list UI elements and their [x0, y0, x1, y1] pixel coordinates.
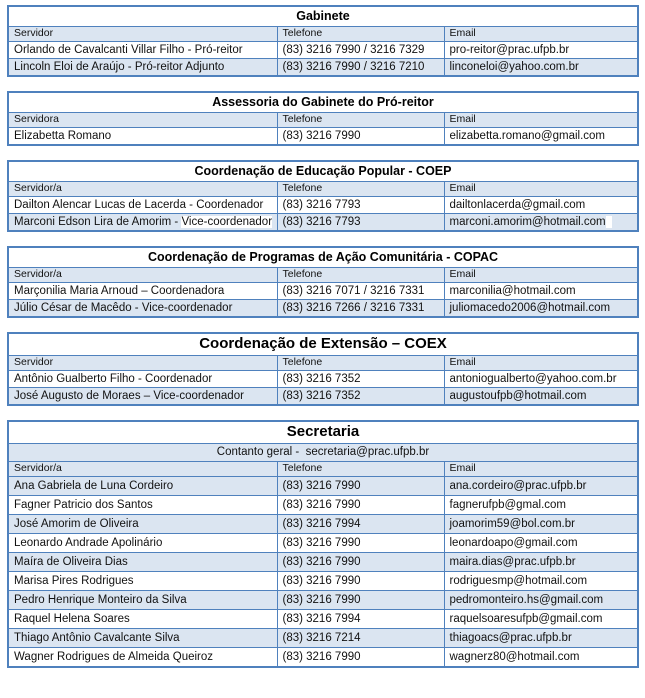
column-header-email: Email — [444, 462, 638, 477]
telefone-cell: (83) 3216 7994 — [277, 515, 444, 534]
table-title: Assessoria do Gabinete do Pró-reitor — [8, 92, 638, 113]
table-row — [8, 477, 638, 496]
email-cell: leonardoapo@gmail.com — [444, 534, 638, 553]
table-coex — [7, 332, 639, 406]
servidor-cell: Elizabetta Romano — [8, 128, 277, 146]
telefone-cell: (83) 3216 7352 — [277, 371, 444, 388]
column-header-telefone: Telefone — [277, 113, 444, 128]
table-title-row — [8, 6, 638, 27]
servidor-cell: Raquel Helena Soares — [8, 610, 277, 629]
email-cell: antoniogualberto@yahoo.com.br — [444, 371, 638, 388]
email-cell: linconeloi@yahoo.com.br — [444, 59, 638, 77]
email-cell: augustoufpb@hotmail.com — [444, 388, 638, 406]
table-subtitle-row — [8, 444, 638, 462]
table-row — [8, 610, 638, 629]
telefone-cell: (83) 3216 7990 — [277, 591, 444, 610]
table-title: Coordenação de Programas de Ação Comunitária - COPAC — [8, 247, 638, 268]
telefone-cell: (83) 3216 7990 / 3216 7210 — [277, 59, 444, 77]
table-copac — [7, 246, 639, 318]
servidor-cell: Marisa Pires Rodrigues — [8, 572, 277, 591]
telefone-cell: (83) 3216 7990 — [277, 553, 444, 572]
email-cell: elizabetta.romano@gmail.com — [444, 128, 638, 146]
servidor-cell: Marconi Edson Lira de Amorim - Vice-coordenador — [8, 214, 277, 232]
table-title: Gabinete — [8, 6, 638, 27]
column-header-telefone: Telefone — [277, 27, 444, 42]
column-header-servidor: Servidor/a — [8, 462, 277, 477]
servidor-cell: Fagner Patricio dos Santos — [8, 496, 277, 515]
column-header-telefone: Telefone — [277, 268, 444, 283]
telefone-cell: (83) 3216 7266 / 3216 7331 — [277, 300, 444, 318]
table-secretaria — [7, 420, 639, 668]
column-header-email: Email — [444, 268, 638, 283]
column-header-row — [8, 27, 638, 42]
telefone-cell: (83) 3216 7214 — [277, 629, 444, 648]
column-header-telefone: Telefone — [277, 462, 444, 477]
telefone-cell: (83) 3216 7990 — [277, 534, 444, 553]
highlighted-text: Vice-coordenador — [181, 215, 273, 228]
telefone-cell: (83) 3216 7990 — [277, 128, 444, 146]
column-header-row — [8, 113, 638, 128]
column-header-servidor: Servidor/a — [8, 182, 277, 197]
servidor-cell: José Augusto de Moraes – Vice-coordenador — [8, 388, 277, 406]
table-row — [8, 553, 638, 572]
email-cell: maira.dias@prac.ufpb.br — [444, 553, 638, 572]
servidor-cell: Dailton Alencar Lucas de Lacerda - Coordenador — [8, 197, 277, 214]
column-header-row — [8, 462, 638, 477]
email-cell: wagnerz80@hotmail.com — [444, 648, 638, 668]
column-header-servidor: Servidor — [8, 27, 277, 42]
servidor-cell: Thiago Antônio Cavalcante Silva — [8, 629, 277, 648]
telefone-cell: (83) 3216 7990 — [277, 477, 444, 496]
servidor-cell: Orlando de Cavalcanti Villar Filho - Pró-reitor — [8, 42, 277, 59]
servidor-cell: José Amorim de Oliveira — [8, 515, 277, 534]
servidor-cell: Lincoln Eloi de Araújo - Pró-reitor Adjunto — [8, 59, 277, 77]
table-subtitle: Contanto geral - secretaria@prac.ufpb.br — [8, 444, 638, 462]
table-row — [8, 128, 638, 146]
telefone-cell: (83) 3216 7071 / 3216 7331 — [277, 283, 444, 300]
email-cell: fagnerufpb@gmal.com — [444, 496, 638, 515]
table-row — [8, 591, 638, 610]
email-cell: marconi.amorim@hotmail.com — [444, 214, 638, 232]
table-title: Coordenação de Educação Popular - COEP — [8, 161, 638, 182]
email-cell: juliomacedo2006@hotmail.com — [444, 300, 638, 318]
table-row — [8, 42, 638, 59]
servidor-cell: Pedro Henrique Monteiro da Silva — [8, 591, 277, 610]
telefone-cell: (83) 3216 7793 — [277, 214, 444, 232]
table-gabinete — [7, 5, 639, 77]
column-header-email: Email — [444, 27, 638, 42]
column-header-row — [8, 356, 638, 371]
telefone-cell: (83) 3216 7990 / 3216 7329 — [277, 42, 444, 59]
table-title-row — [8, 333, 638, 356]
table-row — [8, 59, 638, 77]
column-header-telefone: Telefone — [277, 356, 444, 371]
email-cell: raquelsoaresufpb@gmail.com — [444, 610, 638, 629]
telefone-cell: (83) 3216 7990 — [277, 572, 444, 591]
table-coep — [7, 160, 639, 232]
telefone-cell: (83) 3216 7793 — [277, 197, 444, 214]
servidor-cell: Wagner Rodrigues de Almeida Queiroz — [8, 648, 277, 668]
table-title-row — [8, 421, 638, 444]
email-cell: rodriguesmp@hotmail.com — [444, 572, 638, 591]
telefone-cell: (83) 3216 7352 — [277, 388, 444, 406]
table-row — [8, 388, 638, 406]
column-header-email: Email — [444, 113, 638, 128]
table-row — [8, 534, 638, 553]
table-row — [8, 300, 638, 318]
table-row — [8, 515, 638, 534]
table-title-row — [8, 161, 638, 182]
table-row — [8, 197, 638, 214]
email-cell: ana.cordeiro@prac.ufpb.br — [444, 477, 638, 496]
servidor-cell: Ana Gabriela de Luna Cordeiro — [8, 477, 277, 496]
email-cell: dailtonlacerda@gmail.com — [444, 197, 638, 214]
table-row — [8, 648, 638, 668]
email-cell: thiagoacs@prac.ufpb.br — [444, 629, 638, 648]
telefone-cell: (83) 3216 7994 — [277, 610, 444, 629]
email-cell: joamorim59@bol.com.br — [444, 515, 638, 534]
telefone-cell: (83) 3216 7990 — [277, 496, 444, 515]
table-title: Secretaria — [8, 421, 638, 444]
servidor-cell: Antônio Gualberto Filho - Coordenador — [8, 371, 277, 388]
table-title-row — [8, 92, 638, 113]
table-title: Coordenação de Extensão – COEX — [8, 333, 638, 356]
column-header-servidor: Servidor — [8, 356, 277, 371]
column-header-telefone: Telefone — [277, 182, 444, 197]
table-row — [8, 371, 638, 388]
column-header-email: Email — [444, 356, 638, 371]
email-cell: pedromonteiro.hs@gmail.com — [444, 591, 638, 610]
column-header-servidor: Servidora — [8, 113, 277, 128]
table-row — [8, 214, 638, 232]
table-row — [8, 572, 638, 591]
column-header-servidor: Servidor/a — [8, 268, 277, 283]
telefone-cell: (83) 3216 7990 — [277, 648, 444, 668]
column-header-email: Email — [444, 182, 638, 197]
column-header-row — [8, 182, 638, 197]
table-row — [8, 283, 638, 300]
email-cell: pro-reitor@prac.ufpb.br — [444, 42, 638, 59]
column-header-row — [8, 268, 638, 283]
table-row — [8, 629, 638, 648]
table-assessoria — [7, 91, 639, 146]
table-row — [8, 496, 638, 515]
servidor-cell: Maíra de Oliveira Dias — [8, 553, 277, 572]
servidor-cell: Marçonilia Maria Arnoud – Coordenadora — [8, 283, 277, 300]
servidor-cell: Leonardo Andrade Apolinário — [8, 534, 277, 553]
highlighted-space — [606, 216, 612, 228]
table-title-row — [8, 247, 638, 268]
servidor-cell: Júlio César de Macêdo - Vice-coordenador — [8, 300, 277, 318]
email-cell: marconilia@hotmail.com — [444, 283, 638, 300]
